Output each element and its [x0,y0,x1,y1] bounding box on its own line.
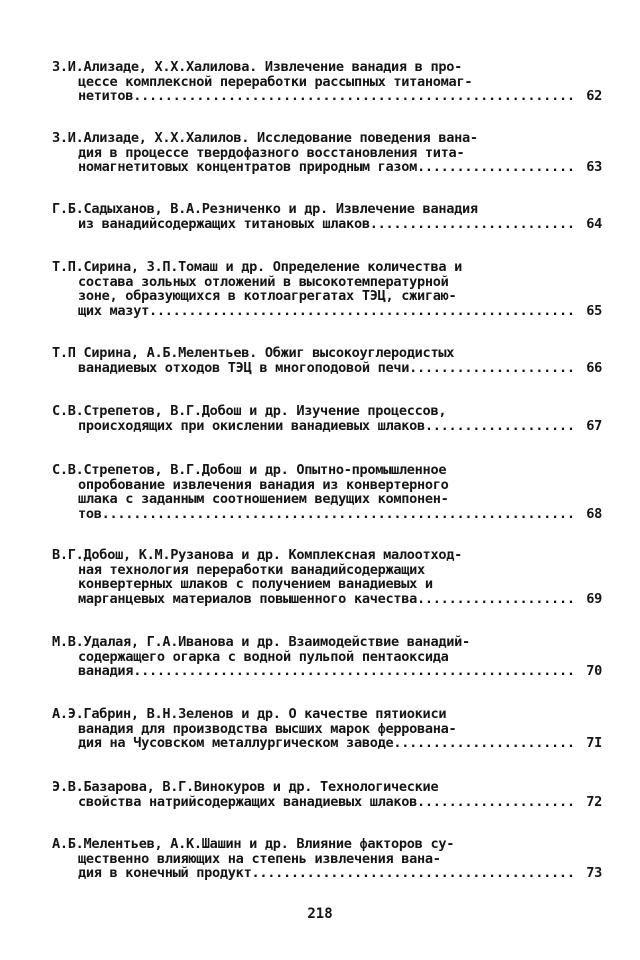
page-number: 67 [586,417,602,434]
page-number: 73 [586,865,602,882]
entry-line: Т.П Сирина, А.Б.Мелентьев. Обжиг высокоуглеродистых [52,345,455,361]
dot-leader [417,795,576,810]
dot-leader [409,361,576,376]
toc-entry [52,463,602,521]
dot-leader [133,89,576,104]
entry-line: А.Б.Мелентьев, А.К.Шашин и др. Влияние факторов су- [52,836,455,852]
entry-line: З.И.Ализаде, Х.Х.Халилова. Извлечение ванадия в про- [52,59,462,75]
entry-line: С.В.Стрепетов, В.Г.Добош и др. Изучение процессов, [52,403,447,419]
entry-line: ванадия для производства высших марок феррована- [78,720,457,737]
entry-line: ванадиевых отходов ТЭЦ в многоподовой печи [78,359,410,376]
toc-entry [52,346,602,375]
dot-leader [251,866,576,881]
entry-line: номагнетитовых концентратов природным газом [78,159,418,176]
toc-entry [52,260,602,318]
page-number: 63 [586,159,602,176]
page-number: 66 [586,359,602,376]
page-number: 69 [586,590,602,607]
page-number: 7I [586,735,602,752]
dot-leader [393,736,576,751]
entry-line: содержащего огарка с водной пульпой пентаоксида [78,648,449,665]
entry-line: конвертерных шлаков с получением ванадиевых и [78,576,433,593]
entry-line: Г.Б.Садыханов, В.А.Резниченко и др. Извлечение ванадия [52,201,478,217]
page-number: 68 [586,505,602,522]
entry-line: дия в процессе твердофазного восстановления тита- [78,144,465,161]
dot-leader [149,304,576,319]
toc-entry [52,60,602,104]
entry-line: щих мазут [78,302,149,319]
entry-line: опробование извлечения ванадия из конвертерного [78,476,449,493]
toc-entry [52,202,602,231]
entry-line: Э.В.Базарова, В.Г.Винокуров и др. Технологические [52,779,439,795]
page-number: 72 [586,793,602,810]
dot-leader [425,419,576,434]
entry-line: тов [78,505,102,522]
entry-line: А.Э.Габрин, В.Н.Зеленов и др. О качестве пятиокиси [52,706,447,722]
page-folio: 218 [307,906,333,922]
entry-line: С.В.Стрепетов, В.Г.Добош и др. Опытно-промышленное [52,462,447,478]
page-number: 64 [586,215,602,232]
entry-line: щественно влияющих на степень извлечения вана- [78,850,441,867]
entry-line: состава зольных отложений в высокотемпературной [78,273,449,290]
entry-line: цессе комплексной переработки рассыпных титаномаг- [78,73,473,90]
dot-leader [417,160,576,175]
entry-line: дия в конечный продукт [78,865,252,882]
entry-line: Т.П.Сирина, З.П.Томаш и др. Определение количества и [52,259,462,275]
toc-entry [52,780,602,809]
entry-line: зоне, образующихся в котлоагрегатах ТЭЦ, сжигаю- [78,288,457,305]
entry-line: З.И.Ализаде, Х.Х.Халилов. Исследование поведения вана- [52,130,478,146]
toc-entry [52,131,602,175]
entry-line: В.Г.Добош, К.М.Рузанова и др. Комплексная малоотход- [52,547,462,563]
entry-line: ванадия [78,663,134,680]
toc-entry [52,837,602,881]
toc-entry [52,548,602,606]
entry-line: шлака с заданным соотношением ведущих компонен- [78,491,449,508]
dot-leader [102,507,576,522]
dot-leader [417,592,576,607]
page-number: 65 [586,302,602,319]
toc-entry [52,635,602,679]
toc-entry [52,404,602,433]
toc-entry [52,707,602,751]
page-number: 70 [586,663,602,680]
entry-line: происходящих при окислении ванадиевых шлаков [78,417,425,434]
entry-line: М.В.Удалая, Г.А.Иванова и др. Взаимодействие ванадий- [52,634,470,650]
page-number: 62 [586,88,602,105]
entry-line: марганцевых материалов повышенного качества [78,590,418,607]
entry-line: нетитов [78,88,134,105]
dot-leader [133,664,576,679]
dot-leader [370,217,576,232]
entry-line: ная технология переработки ванадийсодержащих [78,561,425,578]
entry-line: дия на Чусовском металлургическом заводе [78,735,394,752]
entry-line: из ванадийсодержащих титановых шлаков [78,215,370,232]
entry-line: свойства натрийсодержащих ванадиевых шлаков [78,793,418,810]
